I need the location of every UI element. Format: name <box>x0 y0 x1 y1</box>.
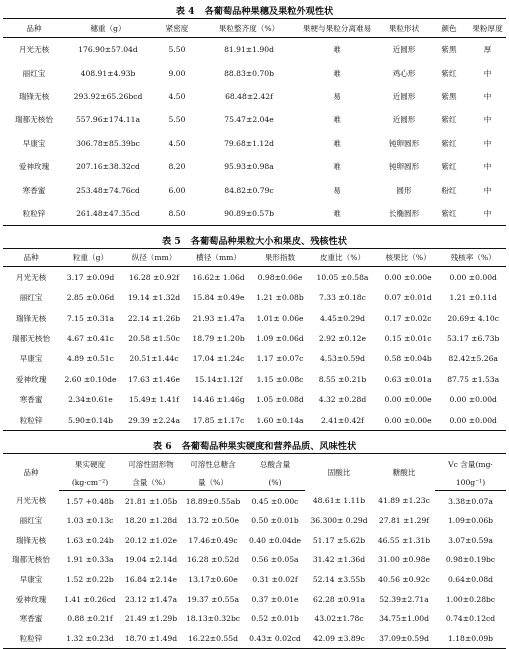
table5-value-cell: 0.63 ±0.01a <box>384 374 432 384</box>
table4-value-cell: 408.91±4.93b <box>80 68 136 78</box>
table6-value-cell: 1.41 ±0.26cd <box>64 594 116 604</box>
table5-value-cell: 14.46 ±1.46g <box>192 395 245 405</box>
table4-row <box>3 38 506 62</box>
table6-value-cell: 48.61± 1.11b <box>312 496 366 506</box>
table5-value-cell: 2.85 ±0.06d <box>66 293 115 303</box>
table4-value-cell: 中 <box>483 185 492 195</box>
table4-header-cell: 穗重（g） <box>65 19 151 38</box>
table4-header-row <box>3 19 506 38</box>
table6-header-row-top <box>3 454 506 475</box>
table6-row <box>3 628 506 648</box>
table6-variety-cell: 瑞都无核怡 <box>12 555 50 565</box>
table6-header-subcell: 含量（%） <box>121 474 181 491</box>
table4-row <box>3 132 506 155</box>
table5-value-cell: 0.07 ±0.01d <box>384 293 432 303</box>
table4-value-cell: 难 <box>333 138 341 148</box>
table4-value-cell: 8.20 <box>168 162 186 172</box>
table5-value-cell: 16.28 ±0.92f <box>128 272 180 282</box>
table6-value-cell: 18.70 ±1.49d <box>124 633 178 643</box>
table6-value-cell: 1.63 ±0.24b <box>66 535 114 545</box>
table5-number: 表 5 <box>162 236 181 248</box>
table5-value-cell: 8.55 ±0.21b <box>318 374 367 384</box>
table6-value-cell: 52.14 ±3.55b <box>312 574 366 584</box>
table6-value-cell: 36.300± 0.29d <box>310 516 368 526</box>
table4-value-cell: 中 <box>483 162 492 172</box>
table5-value-cell: 20.58 ±1.50c <box>128 333 180 343</box>
table6-value-cell: 46.55 ±1.31b <box>377 535 431 545</box>
table6-value-cell: 0.64±0.08d <box>447 574 494 584</box>
table6-header-cell: 固酸比 <box>327 468 351 477</box>
table5-value-cell: 2.34±0.61e <box>68 395 113 405</box>
table5-value-cell: 20.51±1.44c <box>129 354 179 364</box>
table6-variety-cell: 瑞锋无核 <box>15 535 47 545</box>
table4-variety-cell: 爱神玫瑰 <box>18 162 50 172</box>
table5-value-cell: 1.05 ±0.08d <box>256 395 304 405</box>
table4-value-cell: 557.96±174.11a <box>75 115 141 125</box>
table4-value-cell: 88.83±0.70b <box>224 68 274 78</box>
table5-header-cell: 粒重（g） <box>59 249 121 267</box>
table4-value-cell: 近圆形 <box>392 115 416 125</box>
table4-value-cell: 81.91±1.90d <box>224 45 274 55</box>
table4-value-cell: 306.78±85.39bc <box>76 138 140 148</box>
table4 <box>3 18 506 226</box>
table4-row <box>3 155 506 178</box>
table4-value-cell: 79.68±1.12d <box>224 138 274 148</box>
table5-variety-cell: 月光无核 <box>15 272 47 282</box>
table6-value-cell: 1.32 ±0.23d <box>66 633 114 643</box>
table5-value-cell: 21.93 ±1.47a <box>192 313 245 323</box>
table6-section <box>3 440 506 649</box>
table4-value-cell: 5.50 <box>168 45 186 55</box>
table5-value-cell: 19.14 ±1.32d <box>127 293 181 303</box>
table5-title: 各葡萄品种果粒大小和果皮、残核性状 <box>190 236 347 248</box>
table5-value-cell: 53.17 ±6.73b <box>447 333 500 343</box>
table4-value-cell: 75.47±2.04e <box>224 115 274 125</box>
table5-value-cell: 0.00 ±0.00e <box>384 395 432 405</box>
table6-value-cell: 3.07±0.59a <box>448 535 493 545</box>
table6-value-cell: 0.45 ±0.00c <box>251 496 299 506</box>
table5-row <box>3 288 506 308</box>
table5-header-cell: 核果比（%） <box>376 249 441 267</box>
table4-value-cell: 中 <box>483 138 492 148</box>
table6-header-cell: 果实硬度 <box>74 459 106 469</box>
table4-value-cell: 紫红 <box>441 68 457 78</box>
table5-value-cell: 15.49± 1.41f <box>128 395 180 405</box>
table4-value-cell: 鸡心形 <box>392 68 416 78</box>
table6-value-cell: 31.42 ±1.36d <box>312 555 366 565</box>
table6-header-cell: 品种 <box>23 468 39 477</box>
table6-value-cell: 17.46±0.49c <box>188 535 238 545</box>
table6-value-cell: 0.88 ±0.21f <box>67 614 113 624</box>
table5-row <box>3 328 506 348</box>
table5-value-cell: 29.39 ±2.24a <box>128 415 180 425</box>
table4-header-cell: 紧密度 <box>151 19 203 38</box>
table4-value-cell: 难 <box>333 68 341 78</box>
table5-variety-cell: 粒粒锌 <box>19 415 43 425</box>
table5-value-cell: 82.42±5.26a <box>448 354 498 364</box>
table5-value-cell: 20.69± 4.10c <box>447 313 500 323</box>
table5-value-cell: 10.05 ±0.58a <box>316 272 369 282</box>
table5 <box>3 248 506 431</box>
table6-value-cell: 1.91 ±0.33a <box>66 555 114 565</box>
table6-header-subcell: (kg·cm⁻²) <box>59 474 121 491</box>
table5-value-cell: 4.89 ±0.51c <box>67 354 114 364</box>
table4-variety-cell: 粒粒锌 <box>22 208 46 218</box>
table5-value-cell: 22.14 ±1.26b <box>127 313 181 323</box>
table4-value-cell: 难 <box>333 208 341 218</box>
table6-header-cell: 可溶性固形物 <box>128 459 174 469</box>
table5-header-cell: 皮重比（%） <box>309 249 376 267</box>
table6-value-cell: 23.12 ±1.47a <box>125 594 177 604</box>
table5-value-cell: 0.17 ±0.02c <box>384 313 432 323</box>
table4-value-cell: 近圆形 <box>392 91 416 101</box>
table5-value-cell: 0.00 ±0.00e <box>384 272 432 282</box>
table5-value-cell: 1.09 ±0.06d <box>256 333 304 343</box>
table6-value-cell: 19.37 ±0.55a <box>187 594 239 604</box>
table5-variety-cell: 爱神玫瑰 <box>15 374 47 384</box>
table5-value-cell: 4.67 ±0.41c <box>67 333 114 343</box>
table6-value-cell: 13.72 ±0.50e <box>187 516 239 526</box>
table5-variety-cell: 丽红宝 <box>19 293 43 303</box>
table5-row <box>3 410 506 431</box>
table6-value-cell: 43.02±1.78c <box>314 614 364 624</box>
table5-value-cell: 1.21 ±0.11d <box>449 293 497 303</box>
table4-value-cell: 4.50 <box>168 91 186 101</box>
table6-row <box>3 589 506 609</box>
table6-value-cell: 0.50 ±0.01b <box>251 516 299 526</box>
table4-row <box>3 202 506 226</box>
table4-value-cell: 难 <box>333 45 341 55</box>
table6-value-cell: 16.28 ±0.52d <box>186 555 240 565</box>
table6-value-cell: 1.52 ±0.22b <box>66 574 114 584</box>
table4-section <box>3 5 506 226</box>
table5-value-cell: 1.15 ±0.08c <box>256 374 304 384</box>
table4-value-cell: 钝卵圆形 <box>388 138 420 148</box>
table6-value-cell: 3.38±0.07a <box>448 496 493 506</box>
table4-header-cell: 果粒整齐度（%） <box>203 19 295 38</box>
table6-value-cell: 16.22±0.55d <box>188 633 238 643</box>
table6-variety-cell: 爱神玫瑰 <box>15 594 47 604</box>
table4-variety-cell: 丽红宝 <box>22 68 46 78</box>
table5-row <box>3 267 506 288</box>
table5-value-cell: 15.84 ±0.49e <box>192 293 245 303</box>
table4-row <box>3 178 506 201</box>
table4-value-cell: 176.90±57.04d <box>78 45 138 55</box>
table5-value-cell: 4.53±0.59d <box>319 354 365 364</box>
table5-value-cell: 18.79 ±1.20b <box>192 333 245 343</box>
table6-row <box>3 530 506 550</box>
table4-value-cell: 粉红 <box>441 185 457 195</box>
table4-value-cell: 6.00 <box>168 185 186 195</box>
table6-value-cell: 20.12 ±1.02e <box>125 535 177 545</box>
table5-value-cell: 15.14±1.12f <box>194 374 243 384</box>
table6-value-cell: 0.74±0.12cd <box>445 614 496 624</box>
table6-variety-cell: 粒粒锌 <box>19 633 43 643</box>
table6-value-cell: 0.43± 0.02cd <box>249 633 301 643</box>
table6-value-cell: 16.84 ±2.14e <box>125 574 177 584</box>
table5-value-cell: 1.17 ±0.07c <box>256 354 304 364</box>
table4-value-cell: 钝卵圆形 <box>388 162 420 172</box>
table4-value-cell: 厚 <box>483 45 492 55</box>
table6-value-cell: 42.09 ±3.89c <box>313 633 365 643</box>
table6-value-cell: 62.28 ±0.91a <box>313 594 365 604</box>
table6-value-cell: 1.00±0.28bc <box>445 594 496 604</box>
table4-value-cell: 近圆形 <box>392 45 416 55</box>
table5-variety-cell: 早康宝 <box>19 354 43 364</box>
table6-number: 表 6 <box>152 441 172 453</box>
table4-header-cell: 果粒形状 <box>379 19 429 38</box>
table4-variety-cell: 早康宝 <box>22 138 46 148</box>
table5-caption <box>3 235 506 248</box>
table6-row <box>3 570 506 590</box>
table4-value-cell: 9.00 <box>168 68 186 78</box>
table6-row <box>3 511 506 531</box>
table4-value-cell: 95.93±0.98a <box>224 162 274 172</box>
table6-value-cell: 0.56 ±0.05a <box>251 555 299 565</box>
table6-value-cell: 0.40 ±0.04de <box>249 535 301 545</box>
table5-header-cell: 横径（mm） <box>186 249 251 267</box>
table6-header-subcell: 量（%） <box>181 474 245 491</box>
table5-header-cell: 纵径（mm） <box>122 249 187 267</box>
table6-header-subcell: 100g⁻¹) <box>435 474 506 491</box>
table4-value-cell: 5.50 <box>168 115 186 125</box>
table5-header-cell: 果形指数 <box>251 249 309 267</box>
table5-value-cell: 4.32 ±0.28d <box>318 395 367 405</box>
table4-row <box>3 108 506 131</box>
table4-value-cell: 紫红 <box>441 138 457 148</box>
table6-value-cell: 18.89±0.55ab <box>185 496 241 506</box>
table4-value-cell: 中 <box>483 91 492 101</box>
table4-value-cell: 长椭圆形 <box>388 208 420 218</box>
table6-header-cell: Vc 含量(mg· <box>448 459 493 469</box>
table4-header-cell: 果粉厚度 <box>469 19 506 38</box>
table5-value-cell: 16.62± 1.06d <box>192 272 245 282</box>
table6-value-cell: 41.89 ±1.23c <box>378 496 430 506</box>
table4-value-cell: 紫黑 <box>441 91 457 101</box>
table6-value-cell: 21.49 ±1.29b <box>124 614 178 624</box>
table5-value-cell: 4.45±0.29d <box>319 313 365 323</box>
table5-variety-cell: 瑞都无核怡 <box>12 333 51 343</box>
table6-value-cell: 21.81 ±1.05b <box>124 496 178 506</box>
table6-value-cell: 18.20 ±1.28d <box>124 516 178 526</box>
table4-value-cell: 紫红 <box>441 115 457 125</box>
table4-value-cell: 90.89±0.57b <box>224 208 274 218</box>
table5-header-row <box>3 249 506 267</box>
table5-section <box>3 235 506 431</box>
table5-value-cell: 87.75 ±1.53a <box>447 374 500 384</box>
table6-value-cell: 34.75±1.00d <box>379 614 429 624</box>
table6-value-cell: 52.39±2.71a <box>379 594 429 604</box>
table4-value-cell: 易 <box>333 185 341 195</box>
table4-caption <box>3 5 506 18</box>
table5-row <box>3 349 506 369</box>
table5-value-cell: 17.63 ±1.46e <box>128 374 180 384</box>
table6-variety-cell: 早康宝 <box>19 574 43 584</box>
table5-row <box>3 369 506 389</box>
table4-value-cell: 84.82±0.79c <box>224 185 274 195</box>
table4-value-cell: 易 <box>333 91 341 101</box>
table5-variety-cell: 瑞锋无核 <box>15 313 47 323</box>
table5-value-cell: 5.90±0.14b <box>67 415 113 425</box>
table4-value-cell: 4.50 <box>168 138 186 148</box>
table5-value-cell: 0.00 ±0.00d <box>449 395 497 405</box>
table5-row <box>3 389 506 409</box>
table6-header-cell: 可溶性总糖含 <box>190 459 236 469</box>
table4-header-cell: 果梗与果粒分离难易 <box>295 19 379 38</box>
table4-variety-cell: 寒香蜜 <box>22 185 46 195</box>
table4-value-cell: 207.16±38.32cd <box>76 162 140 172</box>
table4-value-cell: 紫红 <box>441 208 457 218</box>
table6-value-cell: 1.03 ±0.13c <box>66 516 114 526</box>
table4-value-cell: 难 <box>333 115 341 125</box>
table4-value-cell: 8.50 <box>168 208 186 218</box>
table5-value-cell: 0.15 ±0.01c <box>384 333 432 343</box>
table6-value-cell: 0.31 ±0.02f <box>252 574 298 584</box>
table6-value-cell: 31.00 ±0.98e <box>378 555 430 565</box>
table4-title: 各葡萄品种果穗及果粒外观性状 <box>204 6 334 17</box>
table6-value-cell: 19.04 ±2.14d <box>124 555 178 565</box>
table5-value-cell: 3.17 ±0.09d <box>66 272 115 282</box>
table6-header-cell: 总酸含量 <box>259 459 291 469</box>
table4-value-cell: 中 <box>483 115 492 125</box>
table6-header-cell: 糖酸比 <box>392 468 416 477</box>
table4-value-cell: 253.48±74.76cd <box>76 185 140 195</box>
table5-variety-cell: 寒香蜜 <box>19 395 43 405</box>
table6-value-cell: 1.57 +0.48b <box>66 496 114 506</box>
table4-variety-cell: 瑞锋无核 <box>18 91 50 101</box>
table5-value-cell: 0.00 ±0.00d <box>449 415 497 425</box>
table4-header-cell: 颜色 <box>429 19 469 38</box>
table5-value-cell: 2.92 ±0.12e <box>318 333 367 343</box>
table6-value-cell: 0.37 ±0.01e <box>251 594 299 604</box>
table4-row <box>3 61 506 84</box>
table4-header-cell: 品种 <box>3 19 65 38</box>
table6-row <box>3 550 506 570</box>
table6-value-cell: 37.09±0.59d <box>379 633 429 643</box>
table4-body <box>3 38 506 226</box>
table6-value-cell: 51.17 ±5.62b <box>312 535 366 545</box>
table6-variety-cell: 寒香蜜 <box>19 614 43 624</box>
table5-value-cell: 7.33 ±0.18c <box>319 293 366 303</box>
table5-value-cell: 2.60 ±0.10de <box>64 374 117 384</box>
table6-value-cell: 18.13±0.32bc <box>185 614 241 624</box>
table6-caption <box>3 440 506 453</box>
table5-header-cell: 品种 <box>3 249 59 267</box>
table5-value-cell: 7.15 ±0.31a <box>66 313 115 323</box>
table4-row <box>3 85 506 108</box>
table6-value-cell: 1.09±0.06b <box>447 516 494 526</box>
table4-variety-cell: 瑞都无核怡 <box>15 115 53 125</box>
table5-value-cell: 0.00 ±0.00e <box>384 415 432 425</box>
table4-value-cell: 中 <box>483 208 492 218</box>
table5-value-cell: 0.98±0.06e <box>257 272 303 282</box>
table6-header-subcell: (%) <box>245 474 305 491</box>
table6-value-cell: 1.18±0.09b <box>447 633 494 643</box>
table4-value-cell: 圆形 <box>396 185 412 195</box>
table5-row <box>3 308 506 328</box>
table4-value-cell: 293.92±65.26bcd <box>73 91 143 101</box>
table6-title: 各葡萄品种果实硬度和营养品质、风味性状 <box>181 441 357 453</box>
table6-value-cell: 13.17±0.60e <box>188 574 238 584</box>
table6-body <box>3 491 506 649</box>
table5-value-cell: 2.41±0.42f <box>320 415 364 425</box>
table5-header-cell: 残核率（%） <box>440 249 506 267</box>
table4-value-cell: 68.48±2.42f <box>225 91 273 101</box>
table5-value-cell: 0.58 ±0.04b <box>384 354 432 364</box>
table5-value-cell: 1.60 ±0.14a <box>256 415 304 425</box>
table6-value-cell: 0.98±0.19bc <box>445 555 496 565</box>
table4-value-cell: 紫黑 <box>441 45 457 55</box>
table4-value-cell: 中 <box>483 68 492 78</box>
table6-variety-cell: 丽红宝 <box>19 516 43 526</box>
table6-row <box>3 491 506 511</box>
table6-value-cell: 40.56 ±0.92c <box>378 574 430 584</box>
table4-number: 表 4 <box>175 6 195 17</box>
table6-value-cell: 0.52 ±0.01b <box>251 614 299 624</box>
table5-value-cell: 17.04 ±1.24c <box>192 354 245 364</box>
table6-row <box>3 609 506 629</box>
table4-value-cell: 难 <box>333 162 341 172</box>
table5-body <box>3 267 506 431</box>
table4-value-cell: 261.48±47.35cd <box>76 208 140 218</box>
table6-variety-cell: 月光无核 <box>15 496 47 506</box>
table5-value-cell: 1.01± 0.06e <box>256 313 304 323</box>
table5-value-cell: 1.21 ±0.08b <box>256 293 304 303</box>
table4-variety-cell: 月光无核 <box>18 45 50 55</box>
table4-value-cell: 紫红 <box>441 162 457 172</box>
table5-value-cell: 17.85 ±1.17c <box>192 415 245 425</box>
table5-value-cell: 0.00 ±0.00d <box>449 272 497 282</box>
table6 <box>3 453 506 649</box>
table6-value-cell: 27.81 ±1.29f <box>378 516 430 526</box>
